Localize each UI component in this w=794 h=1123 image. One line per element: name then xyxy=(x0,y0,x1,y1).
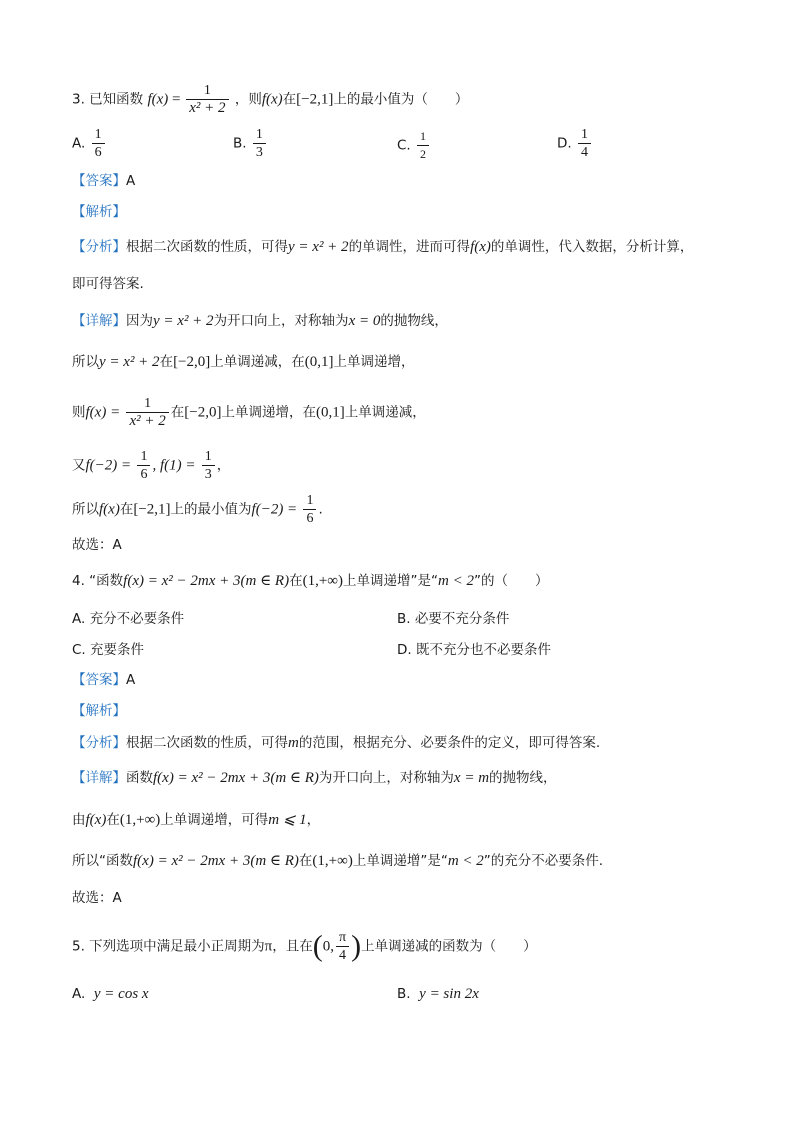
q3-option-b: B. $\frac{1}{3}$ xyxy=(233,126,268,161)
q3-analysis-heading: 【解析】 xyxy=(72,204,126,220)
q4-xiangjie-3: 所以“函数f(x) = x² − 2mx + 3(m ∈ R)在(1,+∞)上单调递增”是“m < 2”的充分不必要条件. xyxy=(72,853,604,869)
q4-option-c: C. 充要条件 xyxy=(72,642,145,658)
q5-stem: 5. 下列选项中满足最小正周期为π，且在(0, $\frac{\pi}{4}$ )上单调递减的函数为（ ） xyxy=(72,929,537,963)
q4-option-a: A. 充分不必要条件 xyxy=(72,611,185,627)
q3-xiangjie-4: 又f(−2) = $\frac{1}{6}$ , f(1) = $\frac{1}{3}$ ， xyxy=(72,449,231,482)
q3-option-d: D. $\frac{1}{4}$ xyxy=(557,126,593,161)
q3-option-a: A. $\frac{1}{6}$ xyxy=(72,126,107,161)
q4-xiangjie-2: 由f(x)在(1,+∞)上单调递增，可得m ⩽ 1， xyxy=(72,812,321,828)
q4-analysis-heading: 【解析】 xyxy=(72,703,126,719)
q3-stem: 3. 已知函数 f(x) = $\frac{1}{\text{x² + 2}}$ ，则f(x)在[−2,1]上的最小值为（ ） xyxy=(72,83,469,116)
q3-answer: 【答案】A xyxy=(72,173,136,189)
q3-xiangjie-5: 所以f(x)在[−2,1]上的最小值为f(−2) = $\frac{1}{6}$ . xyxy=(72,493,323,526)
q5-option-a: A. y = cos x xyxy=(72,986,149,1002)
q3-option-c: C. $\frac{1}{2}$ xyxy=(397,128,431,163)
q4-answer: 【答案】A xyxy=(72,672,136,688)
q4-fenxi: 【分析】根据二次函数的性质，可得m的范围，根据充分、必要条件的定义，即可得答案. xyxy=(72,735,601,751)
q5-option-b: B. y = sin 2x xyxy=(397,986,479,1002)
q3-conclusion: 故选：A xyxy=(72,537,122,553)
math-fx: f(x) xyxy=(147,91,169,108)
q3-xiangjie-2: 所以y = x² + 2在[−2,0]上单调递减，在(0,1]上单调递增， xyxy=(72,354,415,370)
q4-stem: 4. “函数f(x) = x² − 2mx + 3(m ∈ R)在(1,+∞)上单调递增”是“m < 2”的（ ） xyxy=(72,573,549,589)
q4-option-d: D. 既不充分也不必要条件 xyxy=(397,642,551,658)
q3-fenxi-cont: 即可得答案. xyxy=(72,276,144,292)
q3-xiangjie-3: 则f(x) = $\frac{1}{\text{x² + 2}}$ 在[−2,0]上单调递增，在(0,1]上单调递减， xyxy=(72,396,426,429)
q4-xiangjie-1: 【详解】函数f(x) = x² − 2mx + 3(m ∈ R)为开口向上，对称轴为x = m的抛物线， xyxy=(72,770,557,786)
q4-conclusion: 故选：A xyxy=(72,890,122,906)
q4-option-b: B. 必要不充分条件 xyxy=(397,611,510,627)
fraction: $\frac{1}{\text{x² + 2}}$ xyxy=(186,82,228,117)
q3-fenxi: 【分析】根据二次函数的性质，可得y = x² + 2的单调性，进而可得f(x)的单调性，代入数据，分析计算， xyxy=(72,239,694,255)
q3-xiangjie-1: 【详解】因为y = x² + 2为开口向上，对称轴为x = 0的抛物线， xyxy=(72,313,448,329)
